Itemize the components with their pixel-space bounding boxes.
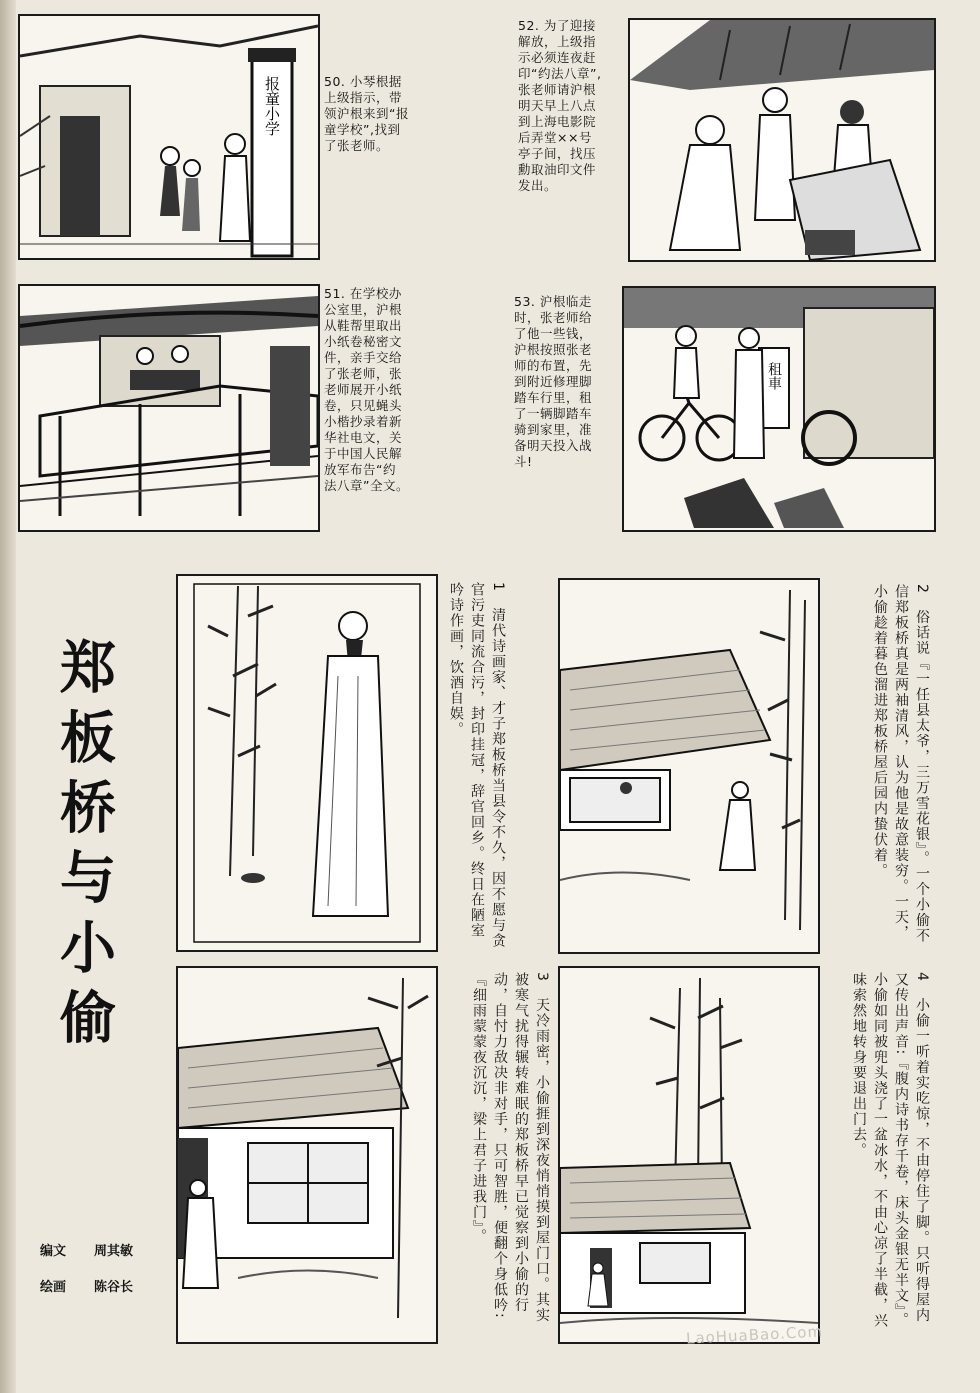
- panel-3-illustration: [176, 966, 438, 1344]
- story-title: 郑板桥与小偷: [51, 638, 117, 1058]
- panel-53-illustration: [622, 286, 936, 532]
- panel-1-illustration: [176, 574, 438, 952]
- panel-1-body: 清代诗画家、才子郑板桥当县令不久，因不愿与贪官污吏同流合污，封印挂冠，辞官回乡。终日在陋室吟诗作画，饮酒自娱。: [448, 582, 506, 949]
- credit-writer-name: 周其敏: [94, 1244, 134, 1259]
- panel-2-text: [820, 584, 932, 948]
- credit-artist: [40, 1276, 133, 1295]
- panel-50-illustration: [18, 14, 320, 260]
- panel-2-illustration: [558, 578, 820, 954]
- panel-1-text: [446, 582, 508, 952]
- caption-50: 50. 小琴根据 上级指示，带 领沪根来到“报 童学校”,找到 了张老师。: [324, 74, 409, 153]
- thatched-house-drawing: [560, 580, 818, 952]
- credit-artist-name: 陈谷长: [94, 1280, 134, 1295]
- panel-1-number: 1: [490, 582, 506, 593]
- cottage-bamboo-drawing: [560, 968, 818, 1342]
- site-watermark: LaoHuaBao.Com: [685, 1322, 824, 1348]
- panel-3-body: 天冷雨密，小偷捱到深夜悄悄摸到屋门口。其实被寒气扰得辗转难眠的郑板桥早已觉察到小偷的行动，自忖力敌决非对手，只可智胜，便翻个身低吟:『细雨蒙蒙夜沉沉，梁上君子进我门』。: [471, 972, 550, 1324]
- panel-3-number: 3: [534, 972, 550, 983]
- panel-51-illustration: [18, 284, 320, 532]
- house-doorway-drawing: [178, 968, 436, 1342]
- school-sign: 报童小学: [263, 76, 281, 136]
- panel-52-illustration: [628, 18, 936, 262]
- school-gate-drawing: [20, 16, 318, 258]
- caption-52: 52. 为了迎接 解放，上级指 示必须连夜赶 印“约法八章”, 张老师请沪根 明天早上八点 到上海电影院 后弄堂××号 亭子间，找压 勳取油印文件 发出。: [518, 18, 602, 193]
- panel-4-body: 小偷一听着实吃惊，不由停住了脚。只听得屋内又传出声音:『腹内诗书存千卷，床头金银无半文』。小偷如同被兜头浇了一盆冰水，不由心凉了半截，兴味索然地转身要退出门去。: [851, 972, 930, 1329]
- caption-53: 53. 沪根临走 时，张老师给 了他一些钱， 沪根按照张老 师的布置，先 到附近修理脚 踏车行里，租 了一辆脚踏车 骑到家里，准 备明天投入战 斗!: [514, 294, 593, 469]
- panel-3-text: [438, 972, 552, 1336]
- credit-artist-role: 绘画: [40, 1280, 67, 1295]
- scholar-bamboo-drawing: [178, 576, 436, 950]
- printing-room-drawing: [630, 20, 934, 260]
- school-office-drawing: [20, 286, 318, 530]
- panel-4-number: 4: [914, 972, 930, 983]
- panel-2-body: 俗话说『一任县太爷，三万雪花银』。一个小偷不信郑板桥真是两袖清风，认为他是故意装穷。一天，小偷趁着暮色溜进郑板桥屋后园内蛰伏着。: [872, 584, 930, 944]
- credit-writer-role: 编文: [40, 1244, 67, 1259]
- panel-4-illustration: [558, 966, 820, 1344]
- bicycle-shop-drawing: [624, 288, 934, 530]
- caption-51: 51. 在学校办 公室里，沪根 从鞋帮里取出 小纸卷秘密文 件，亲手交给 了张老师，张 老师展开小纸 卷，只见蝇头 小楷抄录着新 华社电文，关 于中国人民解 放军布告“约 法八章”全文。: [324, 286, 409, 493]
- panel-4-text: [820, 972, 932, 1336]
- credit-writer: [40, 1240, 133, 1259]
- panel-2-number: 2: [914, 584, 930, 595]
- rental-sign: 租車: [766, 362, 782, 390]
- page-gutter: [0, 0, 16, 1393]
